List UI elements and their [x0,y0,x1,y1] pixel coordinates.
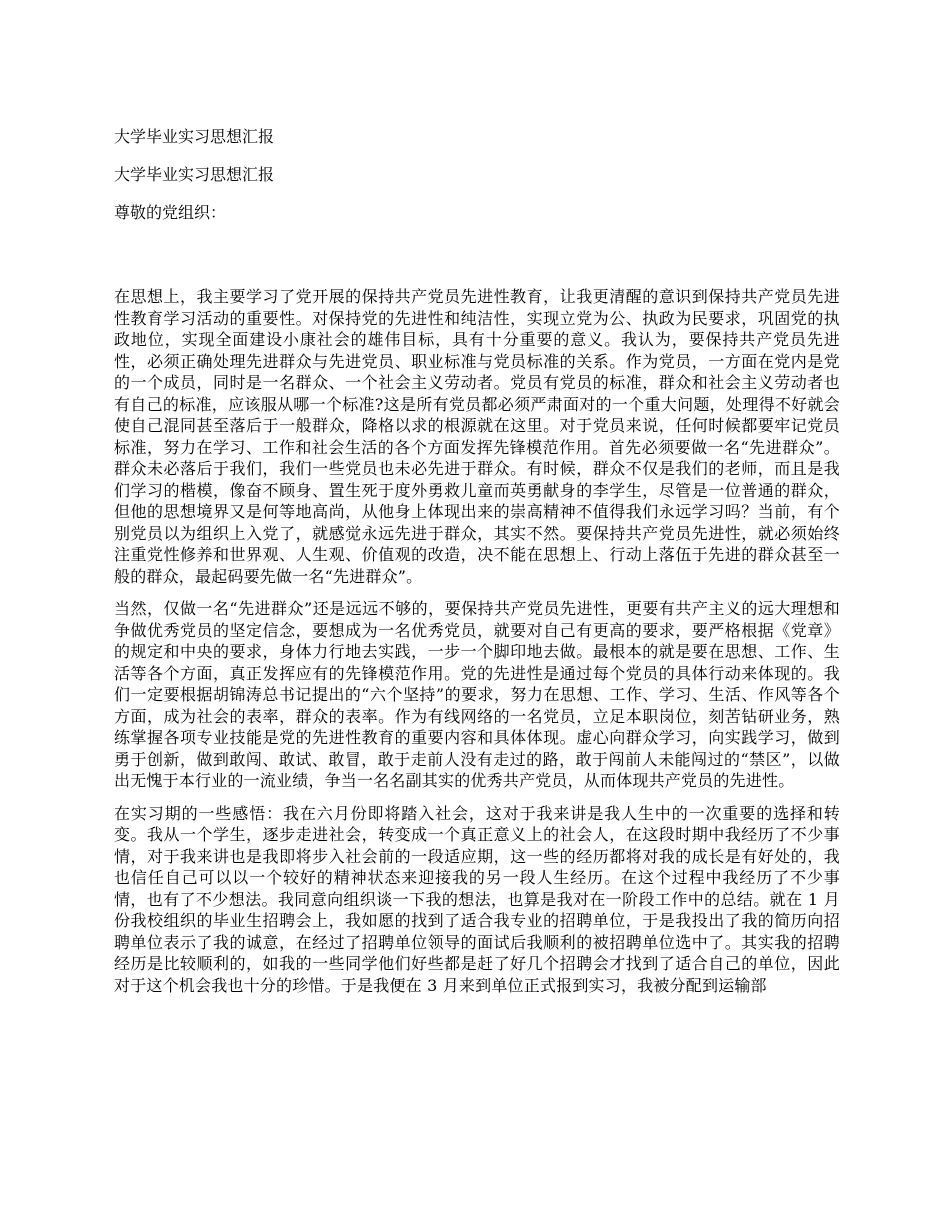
paragraph-internship-reflection: 在实习期的一些感悟：我在六月份即将踏入社会，这对于我来讲是我人生中的一次重要的选择和转变。我从一个学生，逐步走进社会，转变成一个真正意义上的社会人，在这段时期中我经历了不少事情，对于我来讲也是我即将步入社会前的一段适应期，这一些的经历都将对我的成长是有好处的，我也信任自己可以以一个较好的精神状态来迎接我的另一段人生经历。在这个过程中我经历了不少事情，也有了不少想法。我同意向组织谈一下我的想法，也算是我对在一阶段工作中的总结。就在 1 月份我校组织的毕业生招聘会上，我如愿的找到了适合我专业的招聘单位，于是我投出了我的简历向招聘单位表示了我的诚意，在经过了招聘单位领导的面试后我顺利的被招聘单位选中了。其实我的招聘经历是比较顺利的，如我的一些同学他们好些都是赶了好几个招聘会才找到了适合自己的单位，因此对于这个机会我也十分的珍惜。于是我便在 3 月来到单位正式报到实习，我被分配到运输部 [114,803,840,995]
document-title: 大学毕业实习思想汇报 [114,127,275,146]
paragraph-advanced-party-member: 当然，仅做一名“先进群众”还是远远不够的，要保持共产党员先进性，更要有共产主义的远大理想和争做优秀党员的坚定信念，要想成为一名优秀党员，就要对自己有更高的要求，要严格根据《党章》的规定和中央的要求，身体力行地去实践，一步一个脚印地去做。最根本的就是要在思想、工作、生活等各个方面，真正发挥应有的先锋模范作用。党的先进性是通过每个党员的具体行动来体现的。我们一定要根据胡锦涛总书记提出的“六个坚持”的要求，努力在思想、工作、学习、生活、作风等各个方面，成为社会的表率，群众的表率。作为有线网络的一名党员，立足本职岗位，刻苦钻研业务，熟练掌握各项专业技能是党的先进性教育的重要内容和具体体现。虚心向群众学习，向实践学习，做到勇于创新，做到敢闯、敢试、敢冒，敢于走前人没有走过的路，敢于闯前人未能闯过的“禁区”，以做出无愧于本行业的一流业绩，争当一名名副其实的优秀共产党员，从而体现共产党员的先进性。 [114,599,840,790]
salutation: 尊敬的党组织： [114,203,227,222]
document-subtitle: 大学毕业实习思想汇报 [114,165,275,184]
document-page [114,126,840,1007]
paragraph-ideology: 在思想上，我主要学习了党开展的保持共产党员先进性教育，让我更清醒的意识到保持共产党员先进性教育学习活动的重要性。对保持党的先进性和纯洁性，实现立党为公、执政为民要求，巩固党的执政地位，实现全面建设小康社会的雄伟目标，具有十分重要的意义。我认为，要保持共产党员先进性，必须正确处理先进群众与先进党员、职业标准与党员标准的关系。作为党员，一方面在党内是党的一个成员，同时是一名群众、一个社会主义劳动者。党员有党员的标准，群众和社会主义劳动者也有自己的标准，应该服从哪一个标准?这是所有党员都必须严肃面对的一个重大问题，处理得不好就会使自己混同甚至落后于一般群众，降格以求的根源就在这里。对于党员来说，任何时候都要牢记党员标准，努力在学习、工作和社会生活的各个方面发挥先锋模范作用。首先必须要做一名“先进群众”。群众未必落后于我们，我们一些党员也未必先进于群众。有时候，群众不仅是我们的老师，而且是我们学习的楷模，像奋不顾身、置生死于度外勇救儿童而英勇献身的李学生，尽管是一位普通的群众，但他的思想境界又是何等地高尚，从他身上体现出来的崇高精神不值得我们永远学习吗？当前，有个别党员以为组织上入党了，就感觉永远先进于群众，其实不然。要保持共产党员先进性，就必须始终注重党性修养和世界观、人生观、价值观的改造，决不能在思想上、行动上落伍于先进的群众甚至一般的群众，最起码要先做一名“先进群众”。 [114,287,840,586]
